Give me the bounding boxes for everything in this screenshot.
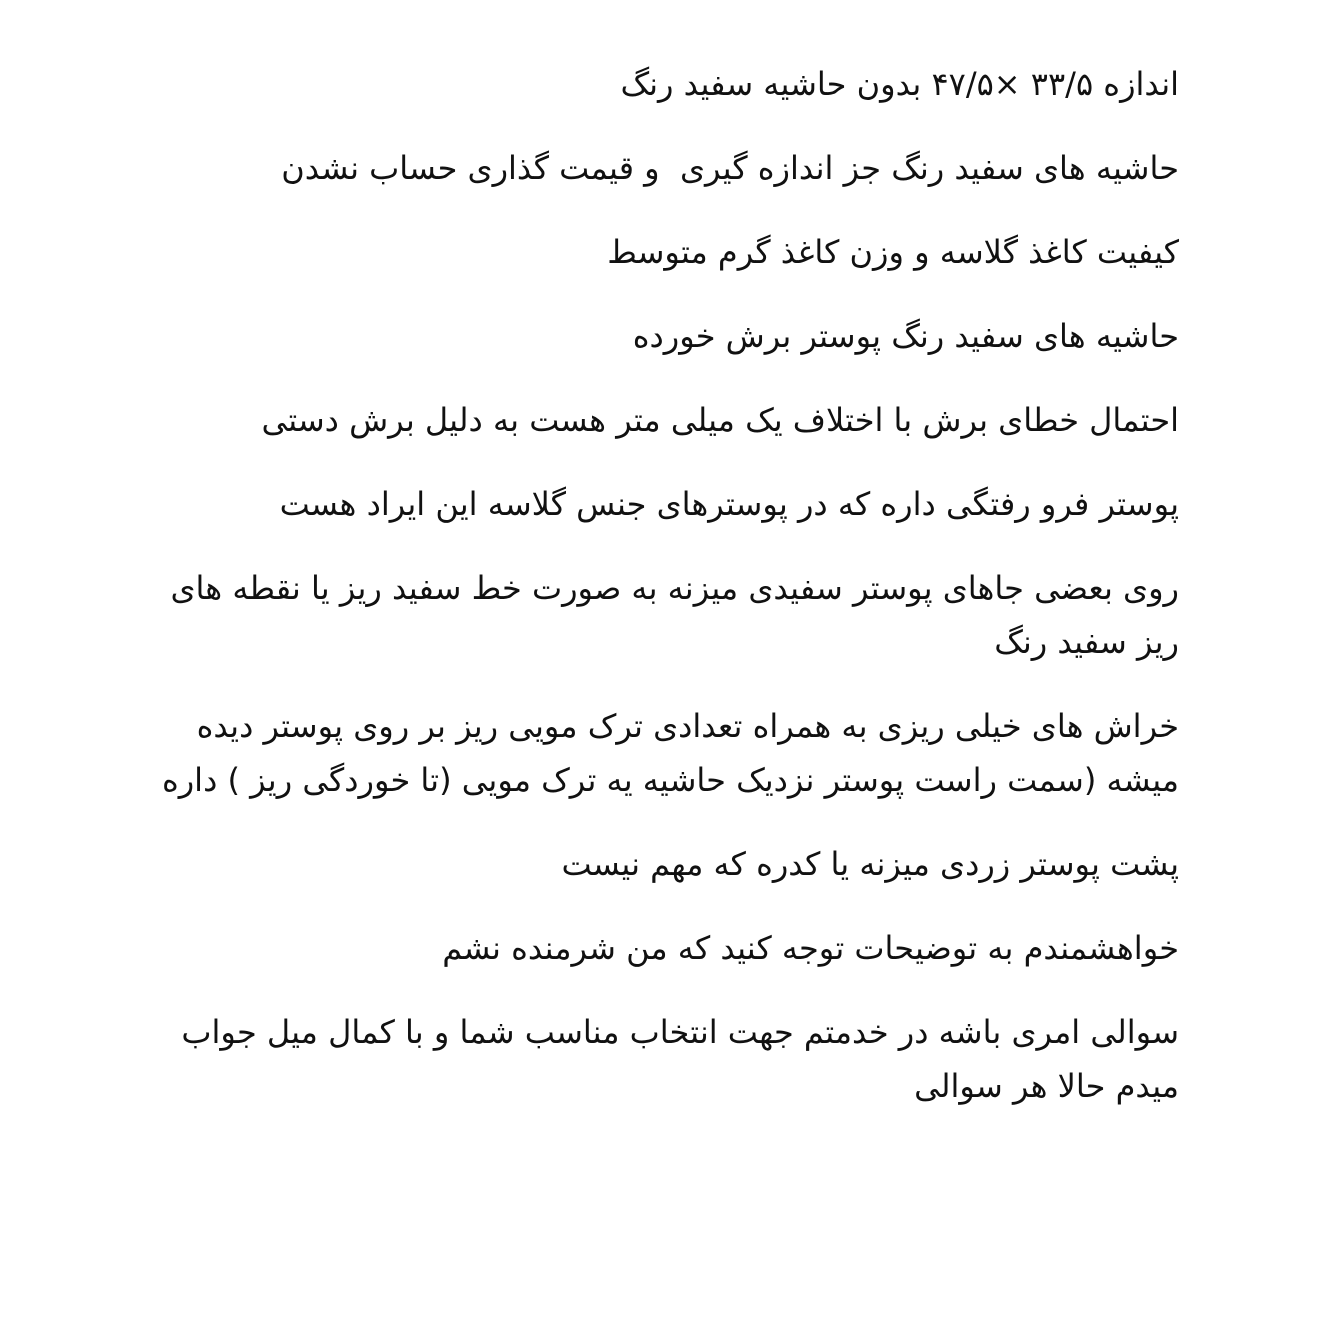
cutting-error-paragraph: احتمال خطای برش با اختلاف یک میلی متر هست به دلیل برش دستی [261, 401, 1179, 439]
white-marks-paragraph: روی بعضی جاهای پوستر سفیدی میزنه به صورت خط سفید ریز یا نقطه های ریز سفید رنگ [160, 569, 1179, 661]
margins-pricing-paragraph: حاشیه های سفید رنگ جز اندازه گیری و قیمت گذاری حساب نشدن [281, 149, 1179, 187]
product-description [149, 57, 1179, 1143]
back-yellowing-paragraph: پشت پوستر زردی میزنه یا کدره که مهم نیست [561, 845, 1179, 883]
margins-cut-paragraph: حاشیه های سفید رنگ پوستر برش خورده [632, 317, 1179, 355]
paper-quality-paragraph: کیفیت کاغذ گلاسه و وزن کاغذ گرم متوسط [607, 233, 1179, 271]
questions-paragraph: سوالی امری باشه در خدمتم جهت انتخاب مناسب شما و با کمال میل جواب میدم حالا هر سوالی [171, 1013, 1179, 1105]
request-paragraph: خواهشمندم به توضیحات توجه کنید که من شرمنده نشم [442, 929, 1179, 967]
size-paragraph: اندازه ۳۳/۵ ×۴۷/۵ بدون حاشیه سفید رنگ [620, 65, 1179, 103]
scratches-paragraph: خراش های خیلی ریزی به همراه تعدادی ترک مویی ریز بر روی پوستر دیده میشه (سمت راست پوستر نزدیک حاشیه یه ترک مویی (تا خوردگی ریز ) داره [161, 707, 1179, 799]
dent-paragraph: پوستر فرو رفتگی داره که در پوسترهای جنس گلاسه این ایراد هست [279, 485, 1179, 523]
